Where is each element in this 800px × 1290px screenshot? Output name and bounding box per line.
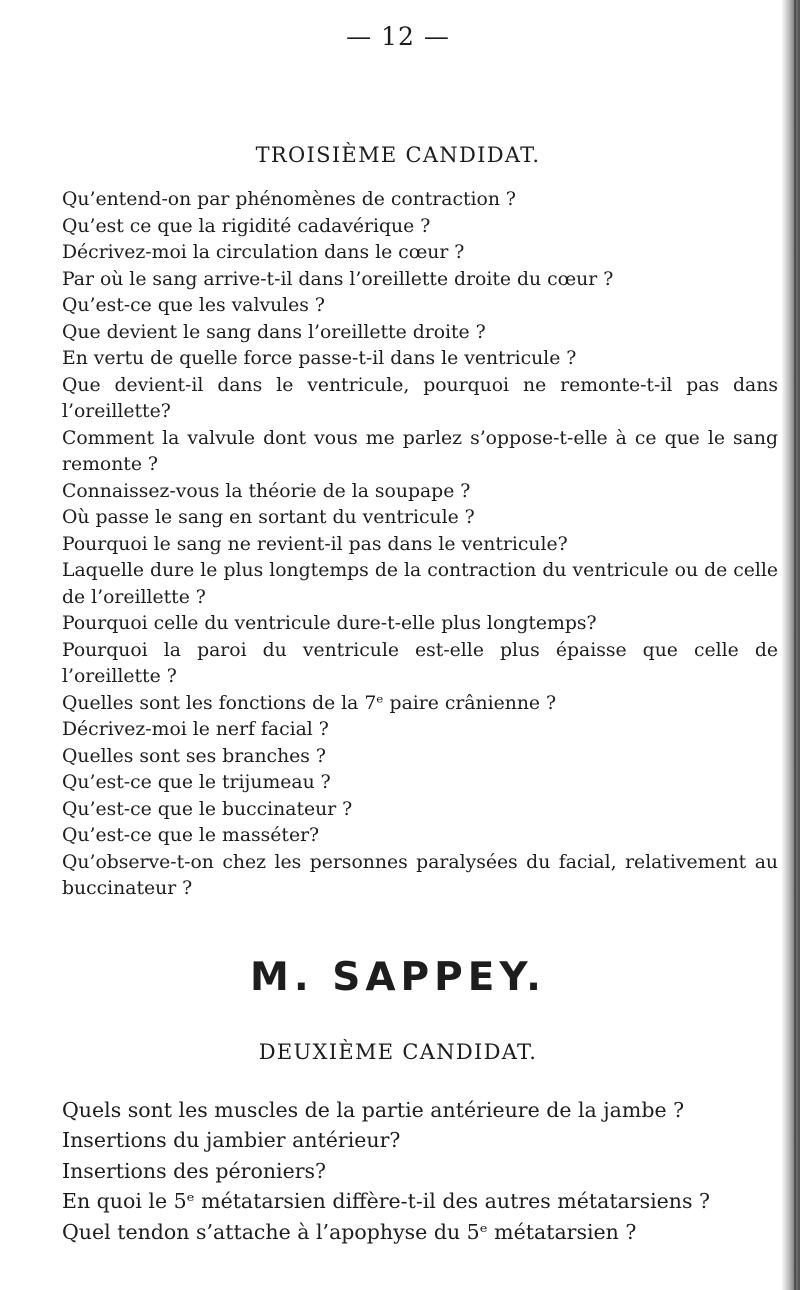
question-line: Quelles sont ses branches ? [62, 745, 326, 767]
question-line: Que devient le sang dans l’oreillette droite ? [62, 321, 486, 343]
question-line: Décrivez-moi la circulation dans le cœur ? [62, 242, 465, 263]
question-line: Que devient-il dans le ventricule, pourquoi ne remonte-t-il pas dans l’oreillette? [62, 374, 778, 422]
question-line: En quoi le 5ᵉ métatarsien diffère-t-il des autres métatarsiens ? [62, 1189, 711, 1214]
question-line: Laquelle dure le plus longtemps de la contraction du ventricule ou de celle de l’oreillette ? [62, 560, 778, 608]
question-line: Connaissez-vous la théorie de la soupape ? [62, 480, 471, 502]
question-line: Décrivez-moi le nerf facial ? [62, 719, 329, 740]
examiner-name: M. SAPPEY. [250, 955, 546, 1000]
question-list-second-candidate [18, 1095, 778, 1247]
question-line: Qu’observe-t-on chez les personnes paralysées du facial, relativement au buccinateur ? [62, 851, 778, 899]
question-line: Pourquoi le sang ne revient-il pas dans le ventricule? [62, 533, 568, 555]
question-line: Quels sont les muscles de la partie antérieure de la jambe ? [62, 1098, 685, 1122]
question-line: Qu’entend-on par phénomènes de contraction ? [62, 189, 516, 210]
book-spine-shadow [782, 0, 800, 1290]
section-heading-third-candidate: TROISIÈME CANDIDAT. [255, 143, 541, 167]
question-list-third-candidate [18, 187, 778, 903]
question-line: Pourquoi la paroi du ventricule est-elle plus épaisse que celle de l’oreillette ? [62, 639, 778, 687]
question-line: Pourquoi celle du ventricule dure-t-elle plus longtemps? [62, 613, 597, 634]
question-line: Qu’est ce que la rigidité cadavérique ? [62, 215, 431, 237]
question-line: Quel tendon s’attache à l’apophyse du 5ᵉ métatarsien ? [62, 1219, 637, 1244]
section-heading-second-candidate: DEUXIÈME CANDIDAT. [258, 1040, 538, 1064]
question-line: En vertu de quelle force passe-t-il dans le ventricule ? [62, 348, 577, 369]
question-line: Qu’est-ce que les valvules ? [62, 295, 325, 316]
question-line: Insertions des péroniers? [62, 1158, 327, 1183]
question-line: Qu’est-ce que le trijumeau ? [62, 772, 331, 793]
question-line: Insertions du jambier antérieur? [62, 1128, 401, 1153]
question-line: Où passe le sang en sortant du ventricule ? [62, 507, 475, 528]
question-line: Qu’est-ce que le buccinateur ? [62, 798, 353, 820]
question-line: Par où le sang arrive-t-il dans l’oreillette droite du cœur ? [62, 268, 614, 290]
question-line: Comment la valvule dont vous me parlez s’oppose-t-elle à ce que le sang remonte ? [62, 427, 778, 475]
question-line: Qu’est-ce que le masséter? [62, 825, 320, 846]
page-number: — 12 — [346, 22, 450, 51]
question-line: Quelles sont les fonctions de la 7ᵉ paire crânienne ? [62, 692, 557, 714]
